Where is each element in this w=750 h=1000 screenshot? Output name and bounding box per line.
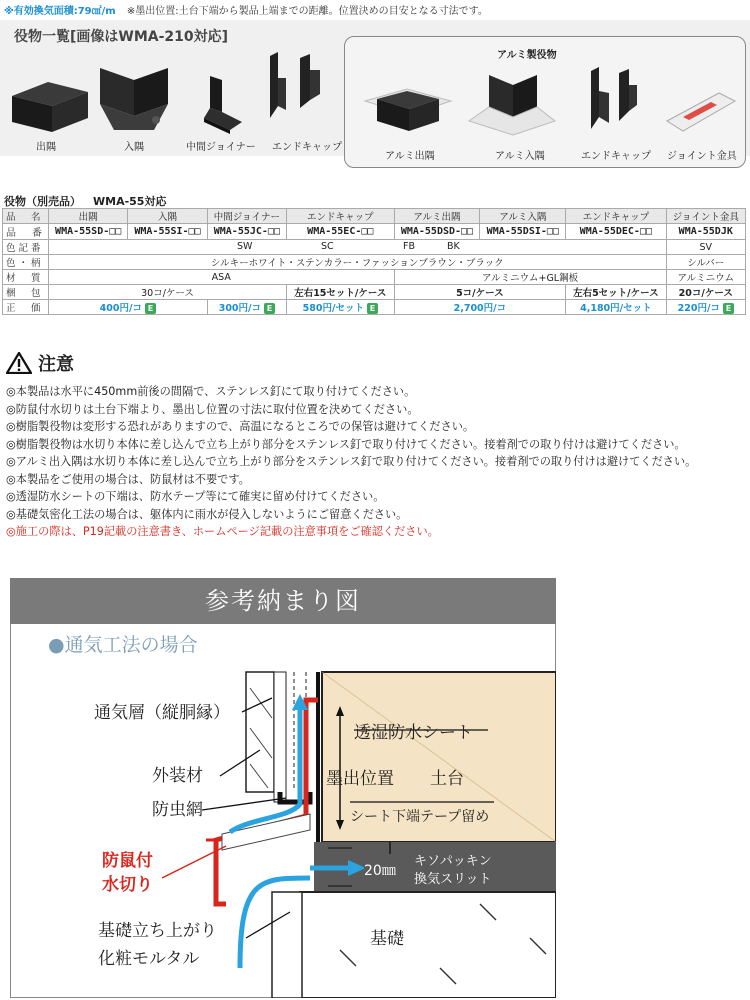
vent-area-text: ※有効換気面積:79㎠/m bbox=[4, 6, 116, 17]
caution-item: ◎樹脂製役物は水切り本体に差し込んで立ち上がり部分をステンレス釘で取り付けてください。接着剤での取り付けは避けてください。 bbox=[6, 437, 686, 451]
price-cell: 2,700円/コ bbox=[394, 300, 566, 315]
part-number-cell: WMA-55DSD-□□ bbox=[394, 224, 480, 240]
color-name-cell: シルキーホワイト・ステンカラー・ファッションブラウン・ブラック bbox=[49, 255, 667, 270]
packing-joint: 20コ/ケース bbox=[666, 285, 745, 300]
ink-position-note: ※墨出位置:土台下端から製品上端までの距離。位置決めの目安となる寸法です。 bbox=[126, 6, 488, 17]
caution-title: 注意 bbox=[38, 354, 74, 375]
table-row-packing: 梱 包 30コ/ケース 左右15セット/ケース 5コ/ケース 左右5セット/ケース 20コ/ケース bbox=[3, 285, 746, 300]
label-drip: 防鼠付 bbox=[102, 851, 153, 871]
e-mark-icon: E bbox=[723, 303, 734, 314]
caution-item: ◎樹脂製役物は変形する恐れがありますので、高温になるところでの保管は避けてください。 bbox=[6, 420, 475, 433]
price-cell: 220円/コ E bbox=[666, 300, 745, 315]
part-label-end-cap: エンドキャップ bbox=[272, 142, 342, 153]
diagram-subtitle: ●通気工法の場合 bbox=[48, 634, 198, 656]
part-number-cell: WMA-55DJK bbox=[666, 224, 745, 240]
caution-item: ◎防鼠付水切りは土台下端より、墨出し位置の寸法に取付位置を決めてください。 bbox=[6, 402, 419, 416]
label-drip-2: 水切り bbox=[102, 875, 153, 895]
e-mark-icon: E bbox=[264, 303, 275, 314]
label-insect-net: 防虫網 bbox=[152, 800, 203, 820]
table-row-color-codes: 色記番 SW SC FB BK SV bbox=[3, 240, 746, 255]
price-cell: 4,180円/セット bbox=[566, 300, 666, 315]
part-label-outside-corner: 出隅 bbox=[36, 142, 56, 153]
label-gap: 20㎜ bbox=[364, 860, 396, 880]
table-row-part-numbers: 品 番 WMA-55SD-□□ WMA-55SI-□□ WMA-55JC-□□ WMA-55EC-□□ WMA-55DSD-□□ WMA-55DSI-□□ WMA-55DEC-□□ WMA-55DJK bbox=[3, 224, 746, 240]
name-cell: エンドキャップ bbox=[287, 209, 394, 224]
price-cell: 580円/セット E bbox=[287, 300, 394, 315]
spec-title: 役物（別売品） WMA-55対応 bbox=[4, 195, 167, 208]
label-ink-position: 墨出位置 bbox=[326, 769, 394, 789]
name-cell: エンドキャップ bbox=[566, 209, 666, 224]
end-cap-image bbox=[262, 48, 332, 132]
label-exterior: 外装材 bbox=[152, 766, 203, 786]
label-vent-layer: 通気層（縦胴縁） bbox=[94, 703, 230, 723]
aluminum-parts-group bbox=[344, 36, 746, 168]
part-number-cell: WMA-55DEC-□□ bbox=[566, 224, 666, 240]
table-row-price: 正 価 400円/コ E 300円/コ E 580円/セット E 2,700円/コ 4,180円/セット 220円/コ E bbox=[3, 300, 746, 315]
table-row-color-names: 色・柄 シルキーホワイト・ステンカラー・ファッションブラウン・ブラック シルバー bbox=[3, 255, 746, 270]
header-line bbox=[4, 2, 488, 17]
label-foundation-rise: 基礎立ち上がり bbox=[98, 921, 217, 941]
packing-endcap: 左右15セット/ケース bbox=[287, 285, 394, 300]
part-label-inside-corner: 入隅 bbox=[124, 142, 144, 153]
e-mark-icon: E bbox=[367, 303, 378, 314]
packing-alu: 5コ/ケース bbox=[394, 285, 566, 300]
name-cell: アルミ出隅 bbox=[394, 209, 480, 224]
spec-subtitle: WMA-55対応 bbox=[93, 195, 167, 208]
part-label-alu-end-cap: エンドキャップ bbox=[581, 151, 651, 162]
joint-fitting-image bbox=[663, 87, 739, 137]
part-number-cell: WMA-55DSI-□□ bbox=[480, 224, 566, 240]
outside-corner-image bbox=[8, 72, 92, 134]
aluminum-group-title: アルミ製役物 bbox=[497, 50, 557, 61]
material-joint: アルミニウム bbox=[666, 270, 745, 285]
inside-corner-image bbox=[94, 58, 174, 136]
label-tape: シート下端テープ留め bbox=[350, 809, 490, 825]
label-sill: 土台 bbox=[430, 769, 464, 789]
caution-item: ◎基礎気密化工法の場合は、躯体内に雨水が侵入しないようにご留意ください。 bbox=[6, 507, 408, 521]
name-cell: 中間ジョイナー bbox=[207, 209, 286, 224]
part-label-joiner: 中間ジョイナー bbox=[186, 142, 256, 153]
caution-item: ◎本製品は水平に450mm前後の間隔で、ステンレス釘にて取り付けてください。 bbox=[6, 385, 416, 398]
material-alu: アルミニウム+GL鋼板 bbox=[394, 270, 666, 285]
caution-item: ◎本製品をご使用の場合は、防鼠材は不要です。 bbox=[6, 472, 250, 486]
part-number-cell: WMA-55SI-□□ bbox=[128, 224, 207, 240]
caution-list bbox=[6, 383, 696, 541]
material-resin: ASA bbox=[49, 270, 395, 285]
name-cell: 出隅 bbox=[49, 209, 128, 224]
color-code-joint: SV bbox=[666, 240, 745, 255]
table-row-names: 品 名 出隅 入隅 中間ジョイナー エンドキャップ アルミ出隅 アルミ入隅 エンドキャップ ジョイント金具 bbox=[3, 209, 746, 224]
part-label-alu-inside: アルミ入隅 bbox=[495, 151, 545, 162]
parts-list-title: 役物一覧[画像はWMA-210対応] bbox=[14, 29, 229, 45]
caution-item: ◎透湿防水シートの下端は、防水テープ等にて確実に留め付けてください。 bbox=[6, 490, 385, 503]
warning-icon bbox=[6, 352, 32, 374]
alu-end-cap-image bbox=[577, 63, 647, 143]
reference-diagram bbox=[10, 578, 556, 998]
price-cell: 300円/コ E bbox=[207, 300, 286, 315]
table-row-material: 材 質 ASA アルミニウム+GL鋼板 アルミニウム bbox=[3, 270, 746, 285]
name-cell: ジョイント金具 bbox=[666, 209, 745, 224]
alu-outside-corner-image bbox=[363, 71, 453, 137]
packing-alu-endcap: 左右5セット/ケース bbox=[566, 285, 666, 300]
joiner-image bbox=[192, 72, 248, 136]
caution-heading bbox=[6, 350, 74, 376]
part-number-cell: WMA-55JC-□□ bbox=[207, 224, 286, 240]
price-cell: 400円/コ E bbox=[49, 300, 208, 315]
part-number-cell: WMA-55SD-□□ bbox=[49, 224, 128, 240]
color-name-joint: シルバー bbox=[666, 255, 745, 270]
diagram-title: 参考納まり図 bbox=[205, 587, 361, 615]
label-mortar: 化粧モルタル bbox=[98, 949, 200, 969]
part-number-cell: WMA-55EC-□□ bbox=[287, 224, 394, 240]
parts-panel bbox=[0, 20, 750, 162]
label-sheet: 透湿防水シート bbox=[354, 723, 473, 743]
label-packing: キソパッキン bbox=[414, 854, 492, 869]
caution-item-important: ◎施工の際は、P19記載の注意書き、ホームページ記載の注意事項をご確認ください。 bbox=[6, 525, 439, 538]
color-code-cell: SW SC FB BK bbox=[49, 240, 667, 255]
label-slit: 換気スリット bbox=[414, 872, 492, 887]
label-foundation: 基礎 bbox=[370, 929, 404, 949]
alu-inside-corner-image bbox=[465, 65, 559, 141]
packing-resin: 30コ/ケース bbox=[49, 285, 287, 300]
name-cell: アルミ入隅 bbox=[480, 209, 566, 224]
name-cell: 入隅 bbox=[128, 209, 207, 224]
part-label-joint-fitting: ジョイント金具 bbox=[667, 151, 737, 162]
spec-table bbox=[2, 208, 746, 315]
e-mark-icon: E bbox=[145, 303, 156, 314]
caution-item: ◎アルミ出入隅は水切り本体に差し込んで立ち上がり部分をステンレス釘で取り付けてください。接着剤での取り付けは避けてください。 bbox=[6, 455, 697, 468]
part-label-alu-outside: アルミ出隅 bbox=[385, 151, 435, 162]
